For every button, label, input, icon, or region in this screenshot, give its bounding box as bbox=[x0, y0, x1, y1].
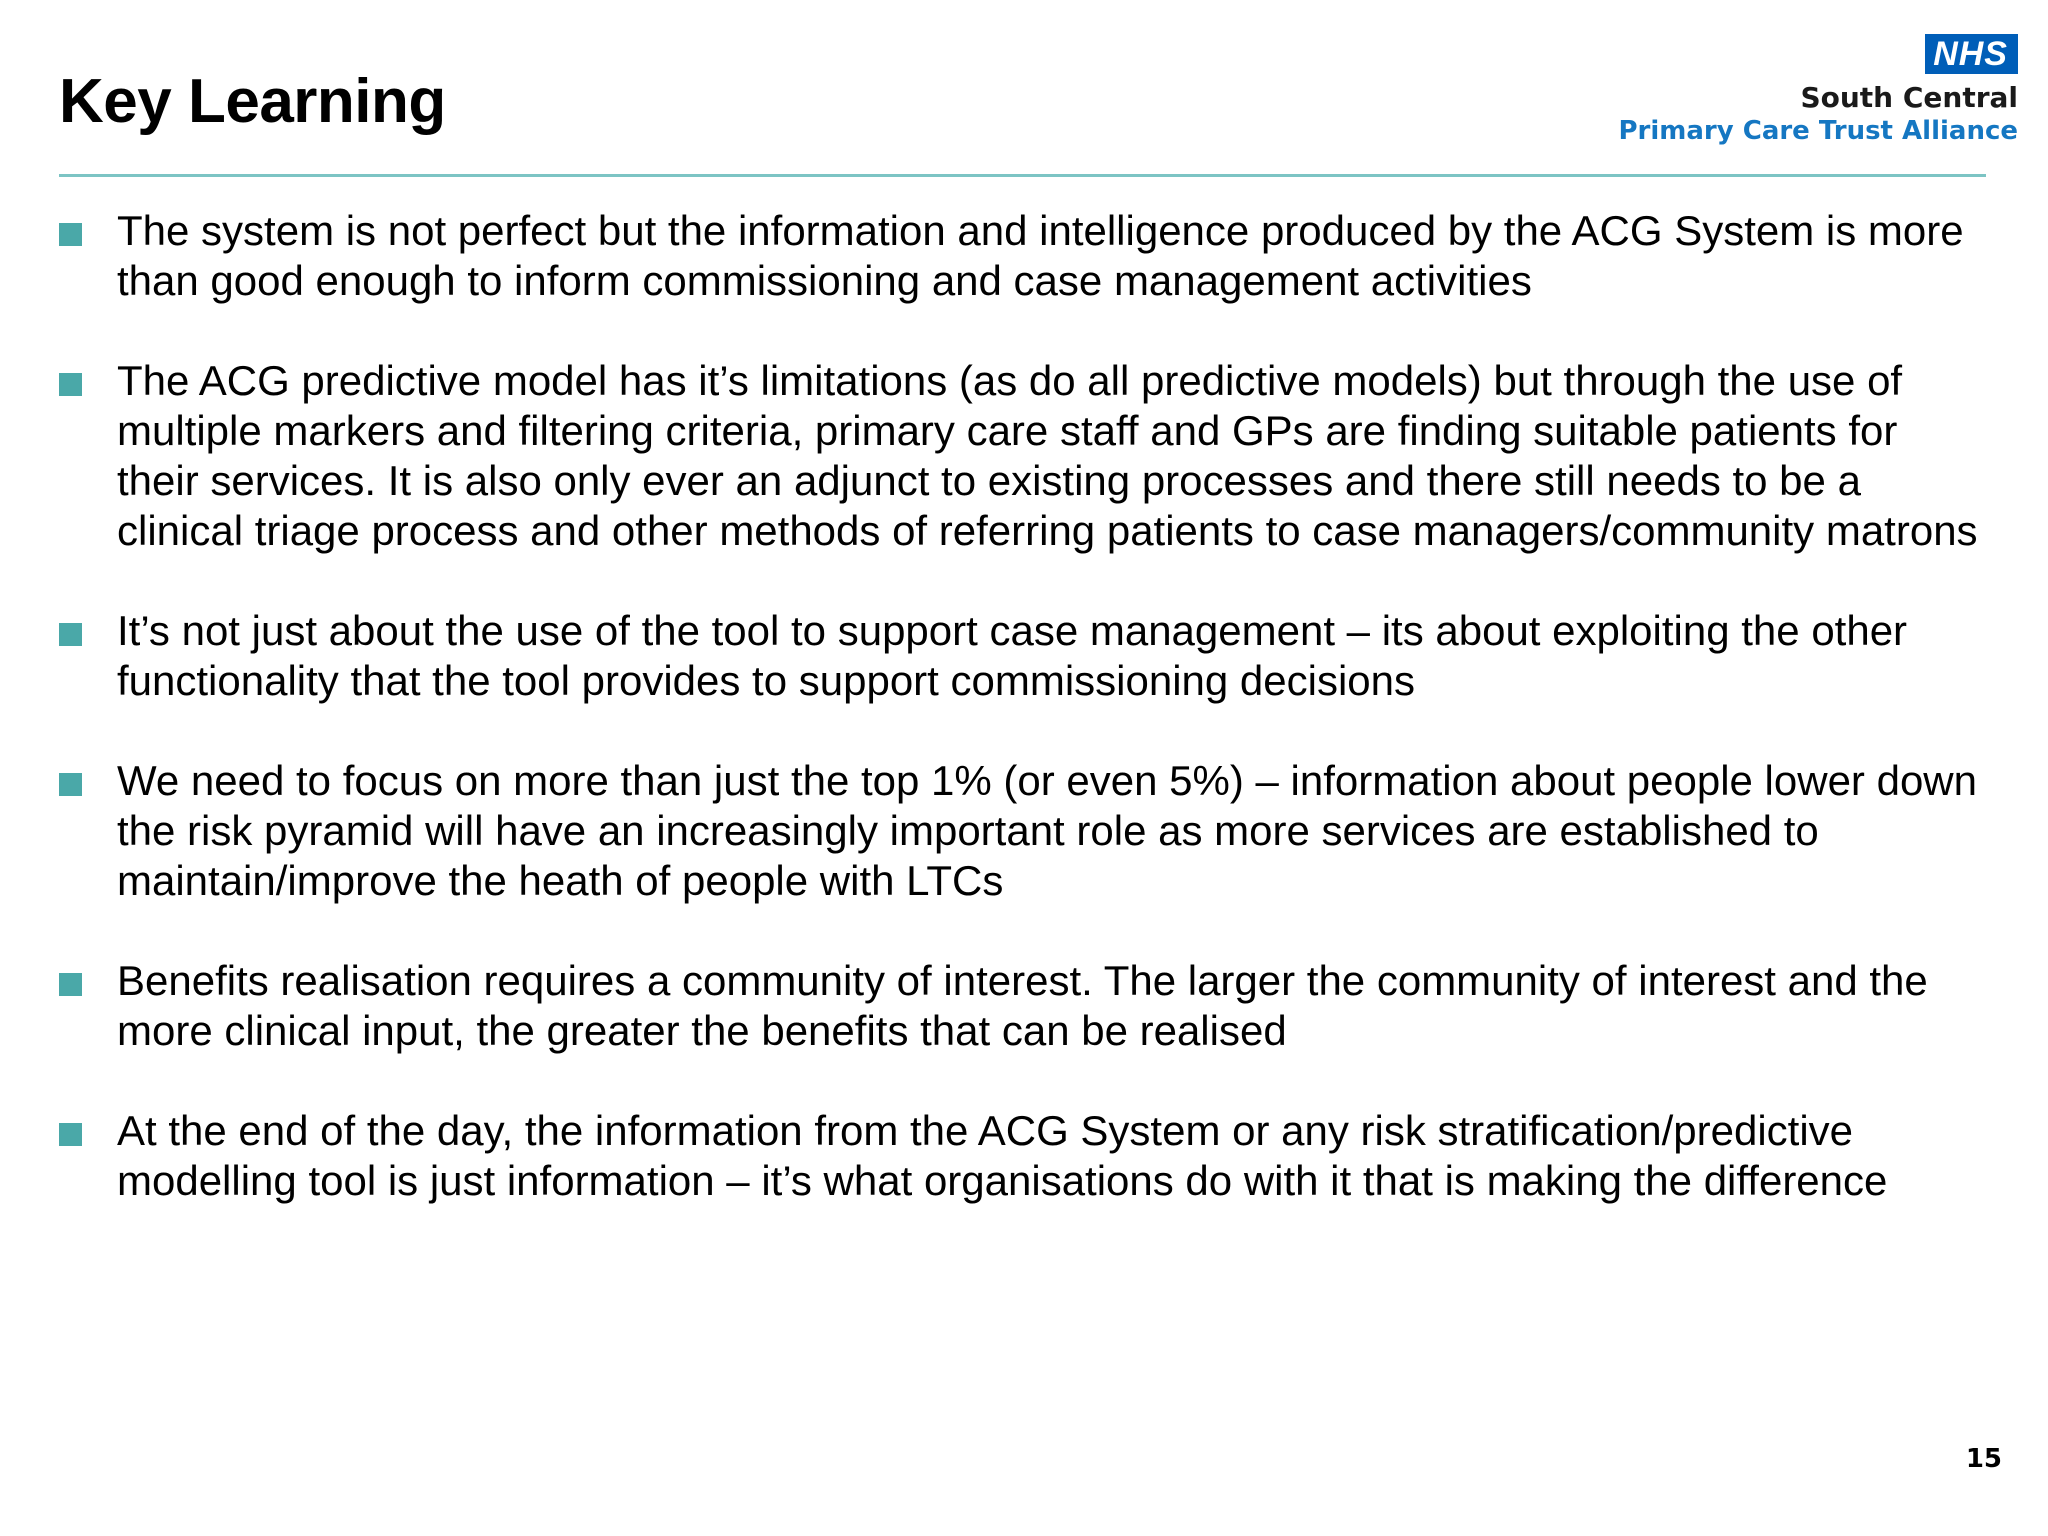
square-bullet-icon bbox=[59, 773, 82, 796]
square-bullet-icon bbox=[59, 1123, 82, 1146]
title-divider bbox=[59, 174, 1986, 177]
bullet-item bbox=[59, 356, 1989, 556]
square-bullet-icon bbox=[59, 973, 82, 996]
square-bullet-icon bbox=[59, 223, 82, 246]
bullet-text: At the end of the day, the information from the ACG System or any risk stratification/predictive modelling tool is just information – it’s what organisations do with it that is making the difference bbox=[117, 1107, 1888, 1204]
bullet-item bbox=[59, 1106, 1989, 1206]
page-number: 15 bbox=[1965, 1444, 2002, 1474]
bullet-item bbox=[59, 756, 1989, 906]
bullet-text: Benefits realisation requires a community of interest. The larger the community of interest and the more clinical input, the greater the benefits that can be realised bbox=[117, 957, 1928, 1054]
bullet-text: It’s not just about the use of the tool to support case management – its about exploiting the other functionality that the tool provides to support commissioning decisions bbox=[117, 607, 1908, 704]
bullet-item bbox=[59, 606, 1989, 706]
bullet-list bbox=[59, 206, 1989, 1206]
bullet-item bbox=[59, 956, 1989, 1056]
bullet-text: We need to focus on more than just the top 1% (or even 5%) – information about people lower down the risk pyramid will have an increasingly important role as more services are established to maintain/improve the heath of people with LTCs bbox=[117, 757, 1977, 904]
square-bullet-icon bbox=[59, 373, 82, 396]
logo-organisation-name: South Central bbox=[1800, 81, 2018, 114]
logo-organisation-subtitle: Primary Care Trust Alliance bbox=[1618, 116, 2018, 147]
bullet-text: The ACG predictive model has it’s limitations (as do all predictive models) but through the use of multiple markers and filtering criteria, primary care staff and GPs are finding suitable patients for their services. It is also only ever an adjunct to existing processes and there still needs to be a clinical triage process and other methods of referring patients to case managers/community matrons bbox=[117, 357, 1978, 554]
slide-title: Key Learning bbox=[59, 67, 446, 136]
bullet-text: The system is not perfect but the information and intelligence produced by the ACG System is more than good enough to inform commissioning and case management activities bbox=[117, 207, 1964, 304]
bullet-item bbox=[59, 206, 1989, 306]
square-bullet-icon bbox=[59, 623, 82, 646]
nhs-logo bbox=[1618, 34, 2018, 147]
nhs-badge: NHS bbox=[1925, 34, 2018, 74]
